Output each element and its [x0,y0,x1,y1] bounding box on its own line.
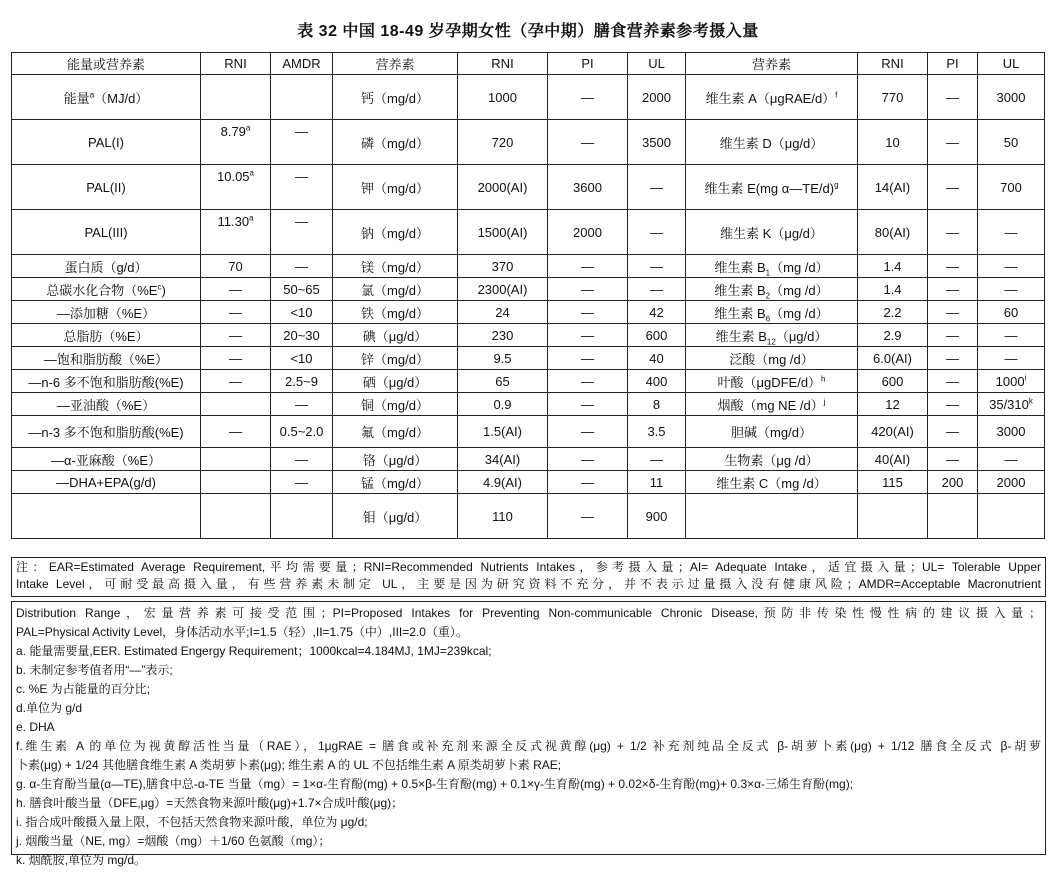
nutrient-table [11,52,1045,539]
vitamin-pi-cell: — [928,165,978,210]
note-line: PAL=Physical Activity Level，身体活动水平;I=1.5（轻）,II=1.75（中）,III=2.0（重）。 [16,625,468,639]
vitamin-name-cell [686,370,858,393]
vitamin-rni-cell: 420(AI) [858,416,928,448]
note-line: c. %E 为占能量的百分比; [16,682,151,696]
vitamin-ul-cell: — [978,324,1045,347]
vitamin-name-text: 维生素 B [714,259,766,275]
table-row [12,393,1045,416]
vitamin-rni-cell: 2.2 [858,301,928,324]
mineral-pi-cell: — [548,255,628,278]
amdr-value-cell [271,494,333,539]
vitamin-name-text-tail: （mg /d） [770,259,829,275]
mineral-name-cell: 锌（mg/d） [333,347,458,370]
table-header-row [12,53,1045,75]
nutrient-name-text: 总碳水化合物（%E [46,282,158,298]
mineral-rni-cell: 1000 [458,75,548,120]
vitamin-rni-cell: 10 [858,120,928,165]
vitamin-pi-cell: — [928,347,978,370]
vitamin-rni-cell: 1.4 [858,255,928,278]
mineral-ul-cell: — [628,448,686,471]
rni-value-cell: 70 [201,255,271,278]
vitamin-name-text: 叶酸（μgDFE/d） [717,374,822,390]
table-row [12,120,1045,165]
vitamin-name-subscript: 1 [765,268,771,278]
mineral-name-cell: 碘（μg/d） [333,324,458,347]
mineral-name-cell: 钙（mg/d） [333,75,458,120]
vitamin-rni-cell [858,494,928,539]
rni-value-cell: — [201,416,271,448]
nutrient-name-footnote-mark: c [157,282,162,292]
mineral-rni-cell: 65 [458,370,548,393]
table-row [12,255,1045,278]
mineral-name-cell: 硒（μg/d） [333,370,458,393]
vitamin-pi-cell: — [928,370,978,393]
mineral-rni-cell: 24 [458,301,548,324]
table-row [12,301,1045,324]
rni-value-cell: — [201,324,271,347]
rni-value-cell: — [201,278,271,301]
note-line: i. 指合成叶酸摄入量上限，不包括天然食物来源叶酸，单位为 μg/d; [16,815,368,829]
mineral-ul-cell: — [628,278,686,301]
vitamin-name-cell [686,75,858,120]
amdr-value-cell [271,75,333,120]
vitamin-name-cell [686,416,858,448]
mineral-rni-cell: 34(AI) [458,448,548,471]
amdr-value-cell: <10 [271,347,333,370]
header-cell: UL [628,53,686,75]
mineral-ul-cell: 11 [628,471,686,494]
nutrient-name-cell [12,278,201,301]
table-row [12,494,1045,539]
vitamin-rni-cell: 12 [858,393,928,416]
header-cell: RNI [201,53,271,75]
note-line: e. DHA [16,720,55,734]
nutrient-name-text: —DHA+EPA(g/d) [56,474,156,490]
table-row [12,416,1045,448]
header-cell: 营养素 [686,53,858,75]
vitamin-ul-footnote-mark: i [1024,373,1027,383]
mineral-pi-cell: — [548,278,628,301]
mineral-name-cell: 铬（μg/d） [333,448,458,471]
nutrient-name-cell [12,324,201,347]
vitamin-pi-cell [928,494,978,539]
nutrient-name-text: PAL(I) [88,134,124,150]
vitamin-ul-footnote-mark: k [1028,396,1033,406]
vitamin-ul-cell: — [978,210,1045,255]
mineral-pi-cell: — [548,393,628,416]
vitamin-pi-cell: — [928,255,978,278]
nutrient-name-text: PAL(III) [84,224,128,240]
table-row [12,370,1045,393]
nutrient-name-cell [12,120,201,165]
note-line: k. 烟酰胺,单位为 mg/d。 [16,853,147,867]
mineral-pi-cell: — [548,471,628,494]
amdr-value-cell: 0.5~2.0 [271,416,333,448]
vitamin-name-footnote-mark: j [823,397,826,407]
vitamin-ul-cell: — [978,347,1045,370]
nutrient-name-text-tail: ) [161,282,166,298]
mineral-pi-cell: — [548,324,628,347]
note-line: d.单位为 g/d [16,701,83,715]
amdr-value-cell: <10 [271,301,333,324]
nutrient-name-cell [12,416,201,448]
vitamin-ul-text: 35/310 [989,396,1029,412]
mineral-name-cell: 钾（mg/d） [333,165,458,210]
vitamin-rni-cell: 14(AI) [858,165,928,210]
amdr-value-cell: — [271,120,333,165]
mineral-ul-cell: 600 [628,324,686,347]
rni-value-cell [201,471,271,494]
vitamin-ul-cell: — [978,448,1045,471]
table-row [12,75,1045,120]
vitamin-pi-cell: — [928,393,978,416]
mineral-ul-cell: 400 [628,370,686,393]
amdr-value-cell: — [271,210,333,255]
amdr-value-cell: — [271,448,333,471]
rni-value-cell [201,393,271,416]
vitamin-name-footnote-mark: h [821,374,826,384]
rni-value-cell [201,120,271,165]
rni-value-cell: — [201,370,271,393]
vitamin-name-cell [686,278,858,301]
vitamin-ul-cell [978,393,1045,416]
rni-value-text: 8.79 [220,124,246,139]
mineral-ul-cell: 8 [628,393,686,416]
mineral-rni-cell: 370 [458,255,548,278]
mineral-ul-cell: — [628,255,686,278]
vitamin-rni-cell: 115 [858,471,928,494]
vitamin-name-cell [686,301,858,324]
mineral-name-cell: 钠（mg/d） [333,210,458,255]
mineral-pi-cell: — [548,494,628,539]
vitamin-name-footnote-mark: f [835,90,838,100]
vitamin-rni-cell: 1.4 [858,278,928,301]
nutrient-name-text: —n-3 多不饱和脂肪酸(%E) [28,425,184,440]
amdr-value-cell: 50~65 [271,278,333,301]
mineral-ul-cell: 3.5 [628,416,686,448]
mineral-ul-cell: 900 [628,494,686,539]
rni-value-cell [201,210,271,255]
nutrient-name-text: 蛋白质（g/d） [64,259,148,275]
rni-value-footnote-mark: a [249,213,254,223]
note-line: b. 未制定参考值者用“—”表示; [16,663,173,677]
header-cell: RNI [858,53,928,75]
vitamin-name-cell [686,471,858,494]
mineral-pi-cell: — [548,416,628,448]
mineral-pi-cell: 3600 [548,165,628,210]
vitamin-name-cell [686,324,858,347]
rni-value-footnote-mark: a [245,123,251,133]
vitamin-rni-cell: 80(AI) [858,210,928,255]
mineral-name-cell: 氟（mg/d） [333,416,458,448]
header-cell: PI [928,53,978,75]
vitamin-name-cell [686,393,858,416]
vitamin-name-subscript: 12 [766,337,776,347]
vitamin-name-text-tail: （mg /d） [770,282,829,298]
mineral-name-cell: 铁（mg/d） [333,301,458,324]
vitamin-name-text-tail: （mg /d） [770,305,829,321]
nutrient-name-cell [12,393,201,416]
vitamin-name-text: 泛酸（mg /d） [729,351,814,367]
rni-value-text: 10.05 [217,169,250,184]
header-cell: 营养素 [333,53,458,75]
vitamin-ul-text: 1000 [995,373,1025,389]
mineral-name-cell: 铜（mg/d） [333,393,458,416]
nutrient-name-cell [12,75,201,120]
mineral-name-cell: 镁（mg/d） [333,255,458,278]
vitamin-name-text: 维生素 E(mg α—TE/d) [704,180,835,196]
mineral-rni-cell: 0.9 [458,393,548,416]
nutrient-name-cell [12,210,201,255]
header-cell: 能量或营养素 [12,53,201,75]
mineral-ul-cell: 40 [628,347,686,370]
mineral-name-cell: 氯（mg/d） [333,278,458,301]
vitamin-pi-cell: — [928,324,978,347]
vitamin-pi-cell: — [928,75,978,120]
vitamin-name-cell [686,347,858,370]
nutrient-name-text: 能量 [63,90,90,106]
vitamin-ul-cell: 60 [978,301,1045,324]
mineral-rni-cell: 1.5(AI) [458,416,548,448]
rni-value-text: 11.30 [217,214,250,229]
vitamin-name-text: 维生素 K（μg/d） [720,225,823,241]
vitamin-name-text: 维生素 B [714,305,766,321]
mineral-pi-cell: — [548,347,628,370]
note-line: h. 膳食叶酸当量（DFE,μg）=天然食物来源叶酸(μg)+1.7×合成叶酸(μg)； [16,796,404,810]
vitamin-pi-cell: — [928,210,978,255]
vitamin-ul-cell [978,494,1045,539]
vitamin-name-text: 维生素 B [715,328,767,344]
amdr-value-cell: 2.5~9 [271,370,333,393]
table-title: 表 32 中国 18-49 岁孕期女性（孕中期）膳食营养素参考摄入量 [297,23,759,40]
vitamin-pi-cell: — [928,120,978,165]
table-row [12,471,1045,494]
nutrient-name-cell [12,471,201,494]
vitamin-ul-cell: 2000 [978,471,1045,494]
rni-value-cell [201,494,271,539]
amdr-value-cell: — [271,255,333,278]
table-row [12,278,1045,301]
vitamin-ul-cell: 3000 [978,416,1045,448]
rni-value-cell: — [201,347,271,370]
nutrient-name-cell [12,165,201,210]
vitamin-name-text: 烟酸（mg NE /d） [717,397,824,413]
vitamin-pi-cell: 200 [928,471,978,494]
mineral-pi-cell: — [548,370,628,393]
nutrient-name-text: —添加糖（%E） [56,305,156,321]
vitamin-pi-cell: — [928,278,978,301]
mineral-ul-cell: — [628,210,686,255]
mineral-pi-cell: — [548,75,628,120]
vitamin-name-text: 维生素 A（μgRAE/d） [705,90,836,106]
amdr-value-cell: — [271,393,333,416]
nutrient-name-text: —α-亚麻酸（%E） [50,452,162,468]
vitamin-ul-cell: — [978,278,1045,301]
mineral-rni-cell: 2300(AI) [458,278,548,301]
abbreviation-notes [11,557,1046,597]
vitamin-rni-cell: 6.0(AI) [858,347,928,370]
nutrient-name-cell [12,370,201,393]
table-row [12,324,1045,347]
amdr-value-cell: 20~30 [271,324,333,347]
vitamin-name-cell [686,210,858,255]
vitamin-ul-cell [978,370,1045,393]
header-cell: PI [548,53,628,75]
vitamin-name-text-tail: （μg/d） [775,328,828,344]
mineral-ul-cell: — [628,165,686,210]
note-line: f.维生素 A 的单位为视黄醇活性当量（RAE），1μgRAE = 膳食或补充剂来源全反式视黄醇(μg) + 1/2 补充剂纯品全反式 β-胡萝卜素(μg) + 1/12 膳食全反式 β-胡萝 [16,739,1041,753]
nutrient-name-cell [12,494,201,539]
vitamin-name-cell [686,255,858,278]
mineral-pi-cell: 2000 [548,210,628,255]
amdr-value-cell: — [271,471,333,494]
note-line: g. α-生育酚当量(α—TE),膳食中总-α-TE 当量（mg）= 1×α-生育酚(mg) + 0.5×β-生育酚(mg) + 0.1×γ-生育酚(mg) + 0.02×δ-生育酚(mg)+ 0.3×α-三烯生育酚(mg); [16,777,854,791]
mineral-ul-cell: 3500 [628,120,686,165]
footnotes [11,601,1046,867]
vitamin-name-cell [686,494,858,539]
table-row [12,347,1045,370]
rni-value-cell: — [201,301,271,324]
rni-value-cell [201,75,271,120]
mineral-rni-cell: 1500(AI) [458,210,548,255]
vitamin-name-cell [686,448,858,471]
vitamin-name-text: 生物素（μg /d） [724,452,819,468]
mineral-name-cell: 钼（μg/d） [333,494,458,539]
mineral-rni-cell: 9.5 [458,347,548,370]
note-line: 卜素(μg) + 1/24 其他膳食维生素 A 类胡萝卜素(μg); 维生素 A 的 UL 不包括维生素 A 原类胡萝卜素 RAE; [16,758,562,772]
table-row [12,165,1045,210]
mineral-pi-cell: — [548,301,628,324]
vitamin-rni-cell: 40(AI) [858,448,928,471]
vitamin-pi-cell: — [928,416,978,448]
mineral-rni-cell: 2000(AI) [458,165,548,210]
mineral-name-cell: 锰（mg/d） [333,471,458,494]
mineral-ul-cell: 42 [628,301,686,324]
vitamin-name-subscript: 2 [765,291,771,301]
header-cell: AMDR [271,53,333,75]
header-cell: RNI [458,53,548,75]
mineral-pi-cell: — [548,448,628,471]
vitamin-name-cell [686,165,858,210]
vitamin-name-text: 维生素 D（μg/d） [719,135,824,151]
vitamin-rni-cell: 600 [858,370,928,393]
rni-value-cell [201,165,271,210]
nutrient-name-footnote-mark: a [89,90,95,100]
vitamin-ul-cell: 700 [978,165,1045,210]
vitamin-pi-cell: — [928,301,978,324]
nutrient-name-cell [12,301,201,324]
vitamin-rni-cell: 770 [858,75,928,120]
table-row [12,210,1045,255]
mineral-ul-cell: 2000 [628,75,686,120]
vitamin-name-footnote-mark: g [834,180,839,190]
vitamin-name-subscript: 6 [765,314,771,324]
header-cell: UL [978,53,1045,75]
nutrient-name-cell [12,347,201,370]
nutrient-name-cell [12,255,201,278]
mineral-rni-cell: 4.9(AI) [458,471,548,494]
mineral-rni-cell: 230 [458,324,548,347]
vitamin-rni-cell: 2.9 [858,324,928,347]
nutrient-name-cell [12,448,201,471]
vitamin-pi-cell: — [928,448,978,471]
vitamin-name-text: 胆碱（mg/d） [731,425,812,440]
table-row [12,448,1045,471]
vitamin-name-cell [686,120,858,165]
nutrient-name-text: —饱和脂肪酸（%E） [43,351,169,367]
vitamin-ul-cell: 50 [978,120,1045,165]
note-line: Intake Level，可耐受最高摄入量，有些营养素未制定 UL，主要是因为研究资料不充分，并不表示过量摄入没有健康风险；AMDR=Acceptable Macronutrient [16,577,1041,591]
mineral-rni-cell: 720 [458,120,548,165]
mineral-name-cell: 磷（mg/d） [333,120,458,165]
rni-value-footnote-mark: a [249,168,254,178]
note-line: Distribution Range，宏量营养素可接受范围；PI=Proposed Intakes for Preventing Non-communicable Chronic Disease,预防非传染性慢性病的建议摄入量； [16,606,1041,620]
note-line: 注：EAR=Estimated Average Requirement,平均需要量；RNI=Recommended Nutrients Intakes，参考摄入量；AI= Adequate Intake，适宜摄入量；UL= Tolerable Upper [16,560,1041,574]
nutrient-name-text: —亚油酸（%E） [56,397,156,413]
vitamin-ul-cell: 3000 [978,75,1045,120]
vitamin-ul-cell: — [978,255,1045,278]
nutrient-name-text: —n-6 多不饱和脂肪酸(%E) [28,374,184,390]
amdr-value-cell: — [271,165,333,210]
rni-value-cell [201,448,271,471]
nutrient-name-text: PAL(II) [86,179,126,195]
note-line: j. 烟酸当量（NE, mg）=烟酸（mg）＋1/60 色氨酸（mg）； [16,834,331,848]
mineral-rni-cell: 110 [458,494,548,539]
nutrient-name-text: 总脂肪（%E） [63,328,149,344]
vitamin-name-text: 维生素 B [714,282,766,298]
note-line: a. 能量需要量,EER. Estimated Engergy Requirement；1000kcal=4.184MJ, 1MJ=239kcal; [16,644,492,658]
mineral-pi-cell: — [548,120,628,165]
vitamin-name-text: 维生素 C（mg /d） [716,475,827,491]
nutrient-name-text-tail: （MJ/d） [94,90,149,106]
